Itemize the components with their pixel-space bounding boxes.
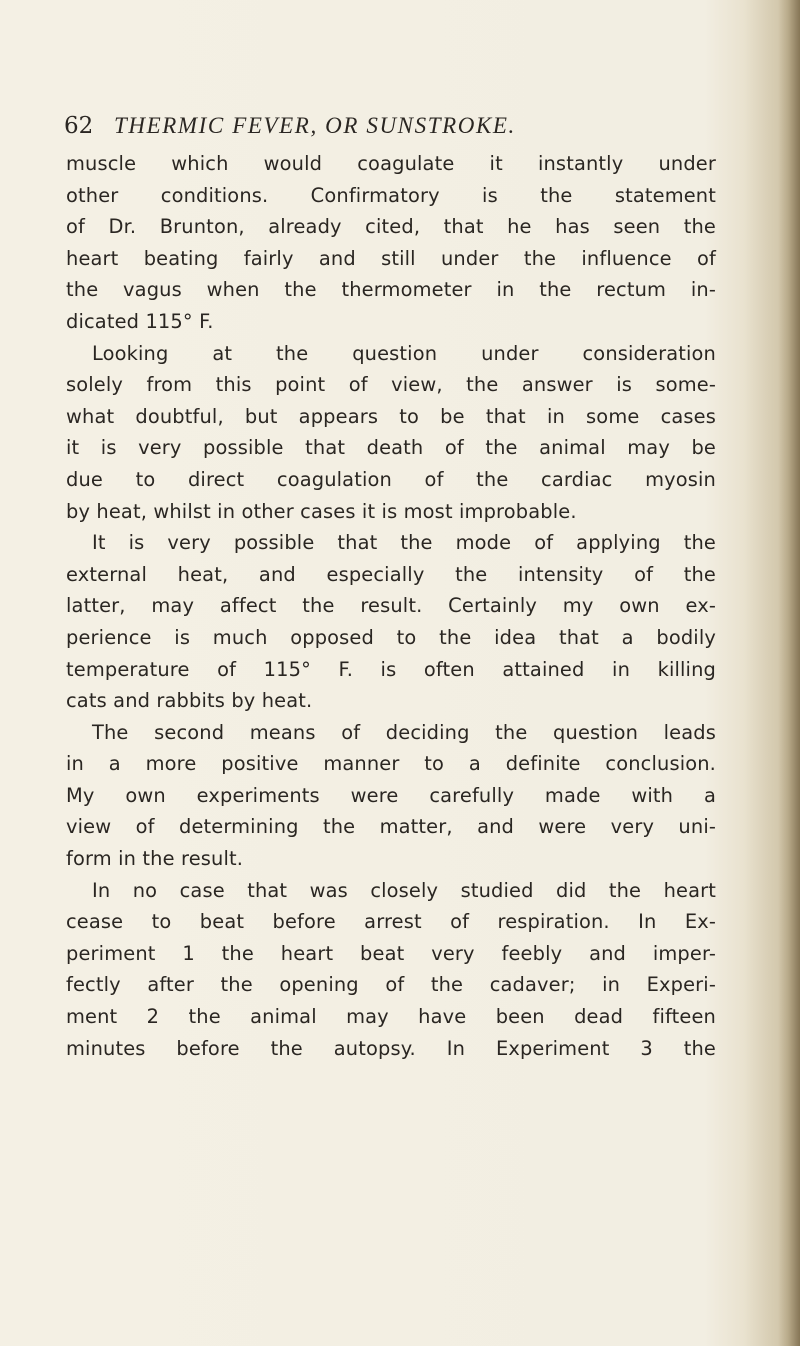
text-line: due to direct coagulation of the cardiac myosin xyxy=(66,467,716,491)
text-line: perience is much opposed to the idea that a bodily xyxy=(66,625,716,649)
page-number: 62 xyxy=(64,113,94,139)
text-line: minutes before the autopsy. In Experiment 3 the xyxy=(66,1036,716,1060)
page-header xyxy=(64,106,684,146)
text-line: periment 1 the heart beat very feebly and imper- xyxy=(66,941,716,965)
text-line: In no case that was closely studied did the heart xyxy=(92,878,716,902)
text-line: form in the result. xyxy=(66,847,244,871)
text-line: of Dr. Brunton, already cited, that he has seen the xyxy=(66,215,716,239)
text-line: other conditions. Confirmatory is the statement xyxy=(66,183,716,207)
text-line: external heat, and especially the intensity of the xyxy=(66,562,716,586)
page-edge-shadow xyxy=(778,0,800,1346)
text-line: Looking at the question under consideration xyxy=(92,341,716,365)
body-text xyxy=(66,148,716,1064)
text-line: in a more positive manner to a definite conclusion. xyxy=(66,752,716,776)
text-line: cats and rabbits by heat. xyxy=(66,689,313,713)
text-line: cease to beat before arrest of respiration. In Ex- xyxy=(66,910,716,934)
text-line: by heat, whilst in other cases it is most improbable. xyxy=(66,499,577,523)
running-title: THERMIC FEVER, OR SUNSTROKE. xyxy=(114,113,516,138)
text-line: My own experiments were carefully made with a xyxy=(66,783,716,807)
text-line: muscle which would coagulate it instantly under xyxy=(66,152,716,175)
text-line: it is very possible that death of the animal may be xyxy=(66,436,716,460)
text-line: latter, may affect the result. Certainly my own ex- xyxy=(66,594,716,618)
text-line: dicated 115° F. xyxy=(66,309,214,333)
text-line: heart beating fairly and still under the influence of xyxy=(66,246,716,270)
text-line: the vagus when the thermometer in the rectum in- xyxy=(66,278,716,302)
text-line: temperature of 115° F. is often attained in killing xyxy=(66,657,716,681)
text-line: ment 2 the animal may have been dead fifteen xyxy=(66,1005,716,1029)
text-line: It is very possible that the mode of applying the xyxy=(92,531,716,555)
text-line: what doubtful, but appears to be that in some cases xyxy=(66,404,716,428)
text-line: view of determining the matter, and were very uni- xyxy=(66,815,716,839)
text-line: The second means of deciding the question leads xyxy=(92,720,716,744)
text-line: solely from this point of view, the answer is some- xyxy=(66,373,716,397)
text-line: fectly after the opening of the cadaver; in Experi- xyxy=(66,973,716,997)
